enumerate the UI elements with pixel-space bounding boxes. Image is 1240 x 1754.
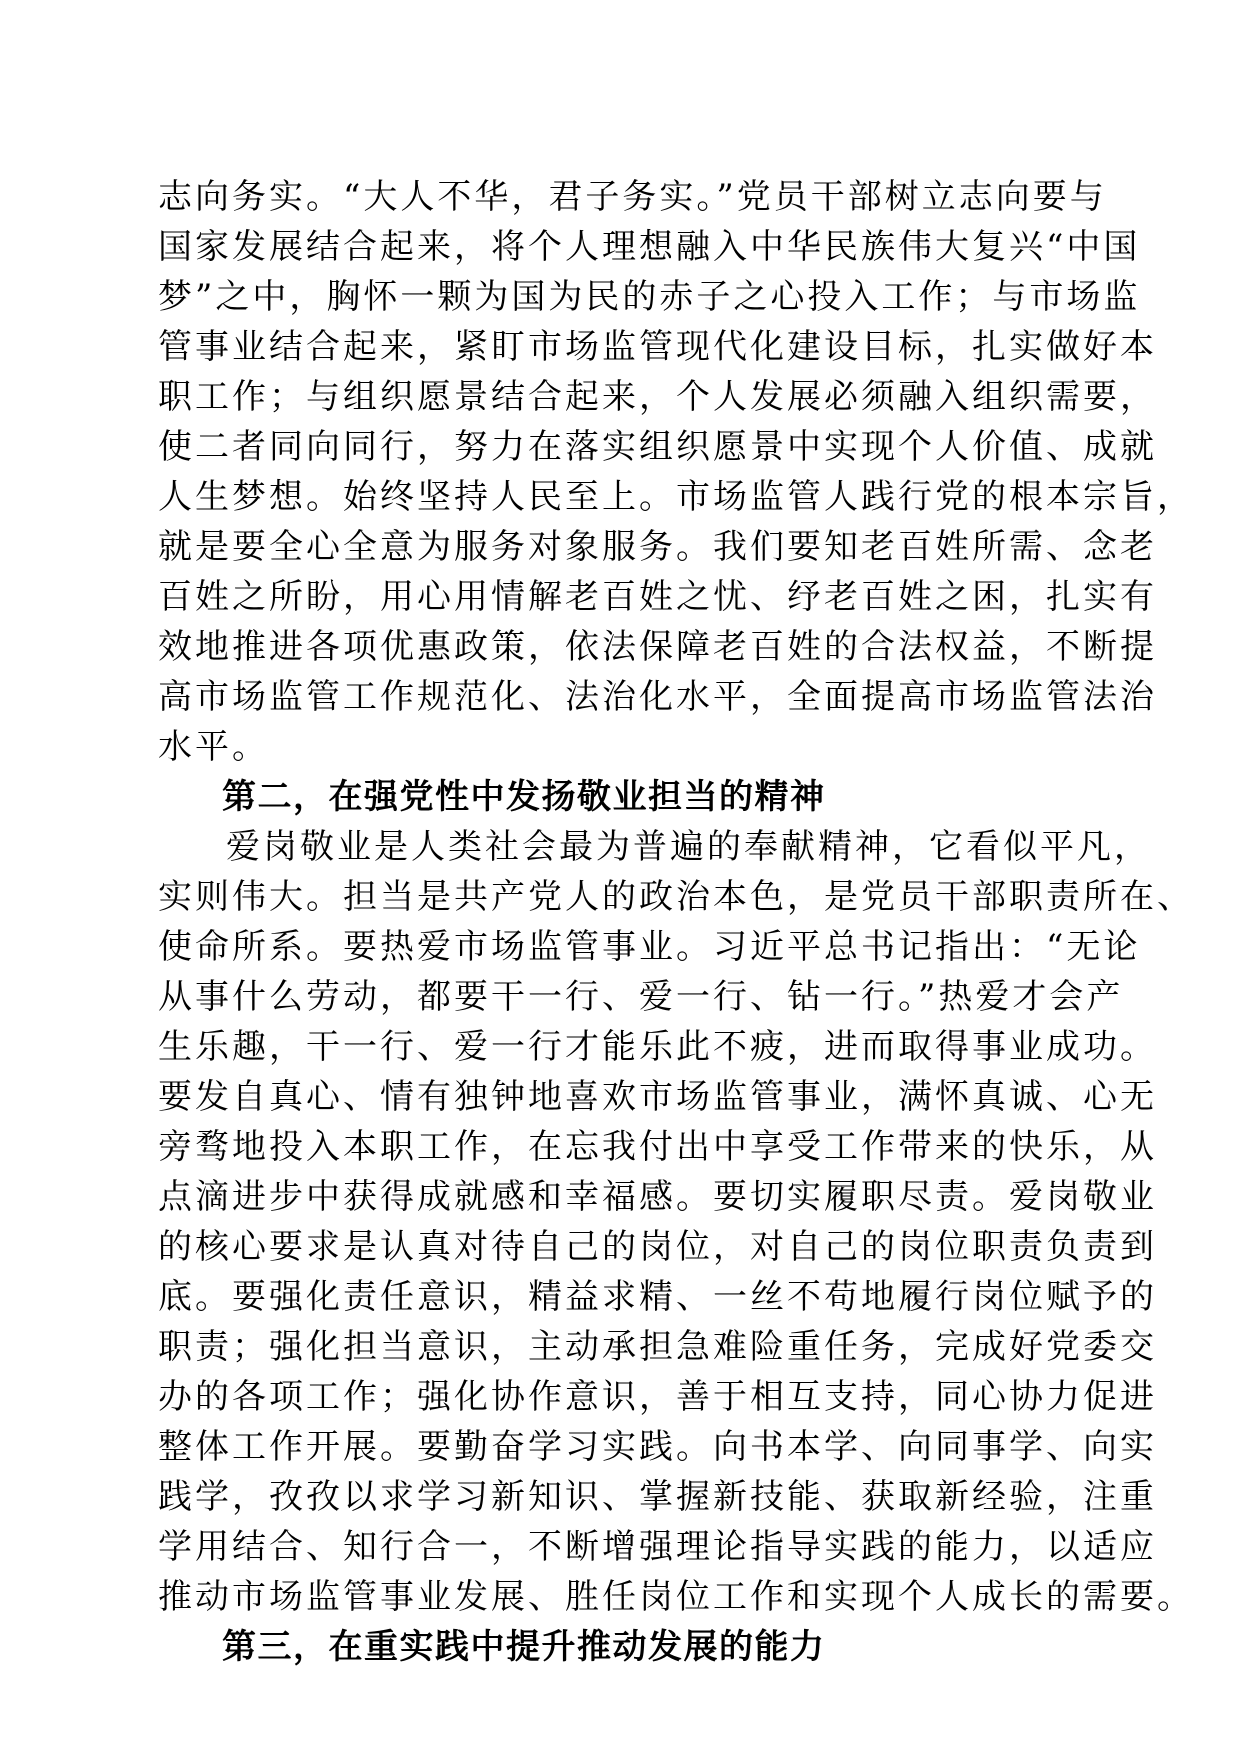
text-line: 管事业结合起来，紧盯市场监管现代化建设目标，扎实做好本 xyxy=(158,327,1157,367)
text-line: 整体工作开展。要勤奋学习实践。向书本学、向同事学、向实 xyxy=(158,1427,1157,1467)
text-line: 的核心要求是认真对待自己的岗位，对自己的岗位职责负责到 xyxy=(158,1227,1157,1267)
text-line: 使二者同向同行，努力在落实组织愿景中实现个人价值、成就 xyxy=(158,427,1157,467)
text-line: 效地推进各项优惠政策，依法保障老百姓的合法权益，不断提 xyxy=(158,627,1157,667)
paragraph-first-line: 爱岗敬业是人类社会最为普遍的奉献精神，它看似平凡， xyxy=(226,827,1151,867)
text-line: 点滴进步中获得成就感和幸福感。要切实履职尽责。爱岗敬业 xyxy=(158,1177,1157,1217)
text-line: 人生梦想。始终坚持人民至上。市场监管人践行党的根本宗旨， xyxy=(158,477,1194,517)
text-line: 底。要强化责任意识，精益求精、一丝不苟地履行岗位赋予的 xyxy=(158,1277,1157,1317)
text-line: 百姓之所盼，用心用情解老百姓之忧、纾老百姓之困，扎实有 xyxy=(158,577,1157,617)
text-line: 使命所系。要热爱市场监管事业。习近平总书记指出：“无论 xyxy=(158,927,1141,967)
text-line: 职工作；与组织愿景结合起来，个人发展必须融入组织需要， xyxy=(158,377,1157,417)
text-line: 从事什么劳动，都要干一行、爱一行、钻一行。”热爱才会产 xyxy=(158,977,1124,1017)
text-line: 就是要全心全意为服务对象服务。我们要知老百姓所需、念老 xyxy=(158,527,1157,567)
text-line: 旁骛地投入本职工作，在忘我付出中享受工作带来的快乐，从 xyxy=(158,1127,1157,1167)
text-line: 践学，孜孜以求学习新知识、掌握新技能、获取新经验，注重 xyxy=(158,1477,1157,1517)
text-line: 学用结合、知行合一，不断增强理论指导实践的能力，以适应 xyxy=(158,1527,1157,1567)
text-line: 推动市场监管事业发展、胜任岗位工作和实现个人成长的需要。 xyxy=(158,1577,1194,1617)
text-line: 水平。 xyxy=(158,727,269,767)
section-heading-3: 第三，在重实践中提升推动发展的能力 xyxy=(222,1627,826,1667)
text-line: 高市场监管工作规范化、法治化水平，全面提高市场监管法治 xyxy=(158,677,1157,717)
section-heading-2: 第二，在强党性中发扬敬业担当的精神 xyxy=(222,777,826,817)
text-line: 国家发展结合起来，将个人理想融入中华民族伟大复兴“中国 xyxy=(158,227,1141,267)
text-line: 要发自真心、情有独钟地喜欢市场监管事业，满怀真诚、心无 xyxy=(158,1077,1157,1117)
document-body xyxy=(158,172,1194,1672)
text-line: 志向务实。“大人不华，君子务实。”党员干部树立志向要与 xyxy=(158,177,1107,217)
text-line: 梦”之中，胸怀一颗为国为民的赤子之心投入工作；与市场监 xyxy=(158,277,1141,317)
text-line: 生乐趣，干一行、爱一行才能乐此不疲，进而取得事业成功。 xyxy=(158,1027,1157,1067)
text-line: 办的各项工作；强化协作意识，善于相互支持，同心协力促进 xyxy=(158,1377,1157,1417)
text-line: 职责；强化担当意识，主动承担急难险重任务，完成好党委交 xyxy=(158,1327,1157,1367)
text-line: 实则伟大。担当是共产党人的政治本色，是党员干部职责所在、 xyxy=(158,877,1194,917)
